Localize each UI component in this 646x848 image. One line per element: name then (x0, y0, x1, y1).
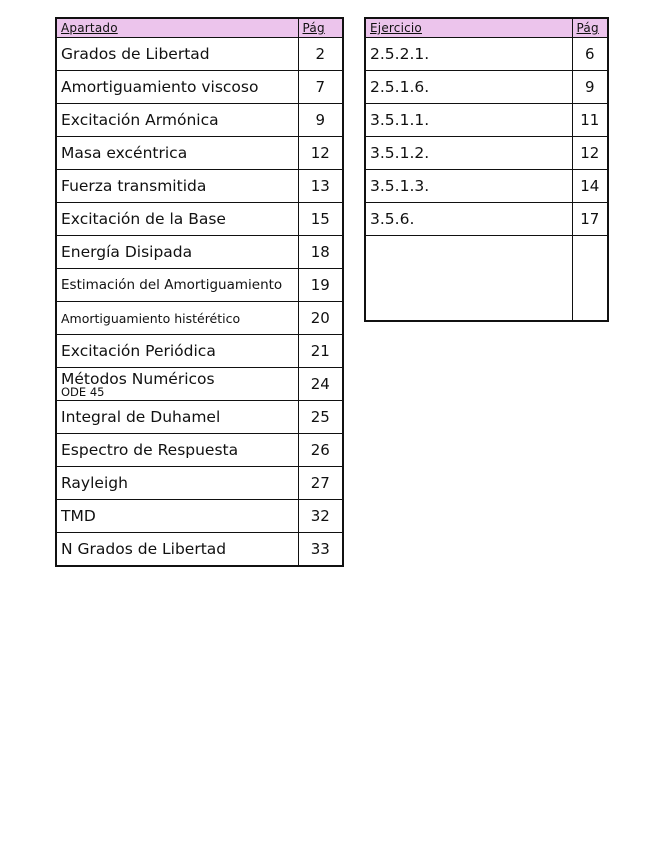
section-title: Estimación del Amortiguamiento (56, 269, 298, 302)
table-row (56, 236, 343, 269)
table-row (56, 467, 343, 500)
table-row (56, 533, 343, 567)
section-page: 32 (298, 500, 343, 533)
section-title: Excitación Armónica (56, 104, 298, 137)
exercises-index-table (364, 17, 609, 322)
table-row (56, 203, 343, 236)
header-page: Pág (298, 18, 343, 38)
exercise-number: 3.5.1.1. (365, 104, 572, 137)
table-row (56, 500, 343, 533)
section-page: 26 (298, 434, 343, 467)
section-page: 21 (298, 335, 343, 368)
exercise-number: 3.5.1.2. (365, 137, 572, 170)
table-row (56, 302, 343, 335)
exercise-number: 2.5.1.6. (365, 71, 572, 104)
section-page: 2 (298, 38, 343, 71)
section-page: 15 (298, 203, 343, 236)
table-row (365, 170, 608, 203)
section-title: Rayleigh (56, 467, 298, 500)
section-title: Integral de Duhamel (56, 401, 298, 434)
section-page: 19 (298, 269, 343, 302)
table-header-row (365, 18, 608, 38)
exercise-page: 11 (572, 104, 608, 137)
table-row (56, 335, 343, 368)
section-title: Excitación Periódica (56, 335, 298, 368)
header-page: Pág (572, 18, 608, 38)
section-title: Amortiguamiento viscoso (56, 71, 298, 104)
header-section: Apartado (56, 18, 298, 38)
section-title: Energía Disipada (56, 236, 298, 269)
section-title: TMD (56, 500, 298, 533)
exercise-number: 3.5.6. (365, 203, 572, 236)
section-page: 25 (298, 401, 343, 434)
section-page: 13 (298, 170, 343, 203)
sections-index-table (55, 17, 344, 567)
table-row (365, 203, 608, 236)
table-row (56, 104, 343, 137)
section-title: Espectro de Respuesta (56, 434, 298, 467)
empty-cell (572, 236, 608, 322)
table-header-row (56, 18, 343, 38)
exercise-page: 9 (572, 71, 608, 104)
section-page: 33 (298, 533, 343, 567)
section-page: 12 (298, 137, 343, 170)
section-title: Métodos Numéricos (61, 369, 215, 388)
section-page: 18 (298, 236, 343, 269)
table-row (365, 104, 608, 137)
section-title: Amortiguamiento histérético (56, 302, 298, 335)
table-row (56, 401, 343, 434)
table-row (56, 137, 343, 170)
table-row (365, 38, 608, 71)
exercise-page: 17 (572, 203, 608, 236)
section-page: 20 (298, 302, 343, 335)
table-row (56, 38, 343, 71)
empty-table-row (365, 236, 608, 322)
table-row (56, 71, 343, 104)
exercise-number: 3.5.1.3. (365, 170, 572, 203)
section-title: Grados de Libertad (56, 38, 298, 71)
section-title: Excitación de la Base (56, 203, 298, 236)
section-title: N Grados de Libertad (56, 533, 298, 567)
table-row (56, 368, 343, 401)
table-row (56, 434, 343, 467)
section-page: 27 (298, 467, 343, 500)
exercise-number: 2.5.2.1. (365, 38, 572, 71)
section-page: 24 (298, 368, 343, 401)
section-title: Masa excéntrica (56, 137, 298, 170)
header-exercise: Ejercicio (365, 18, 572, 38)
section-page: 9 (298, 104, 343, 137)
exercise-page: 14 (572, 170, 608, 203)
section-page: 7 (298, 71, 343, 104)
table-row (56, 269, 343, 302)
exercise-page: 12 (572, 137, 608, 170)
table-row (365, 137, 608, 170)
section-cell (56, 368, 298, 401)
table-row (365, 71, 608, 104)
exercise-page: 6 (572, 38, 608, 71)
section-title: Fuerza transmitida (56, 170, 298, 203)
empty-cell (365, 236, 572, 322)
section-note: ODE 45 (61, 384, 105, 399)
table-row (56, 170, 343, 203)
